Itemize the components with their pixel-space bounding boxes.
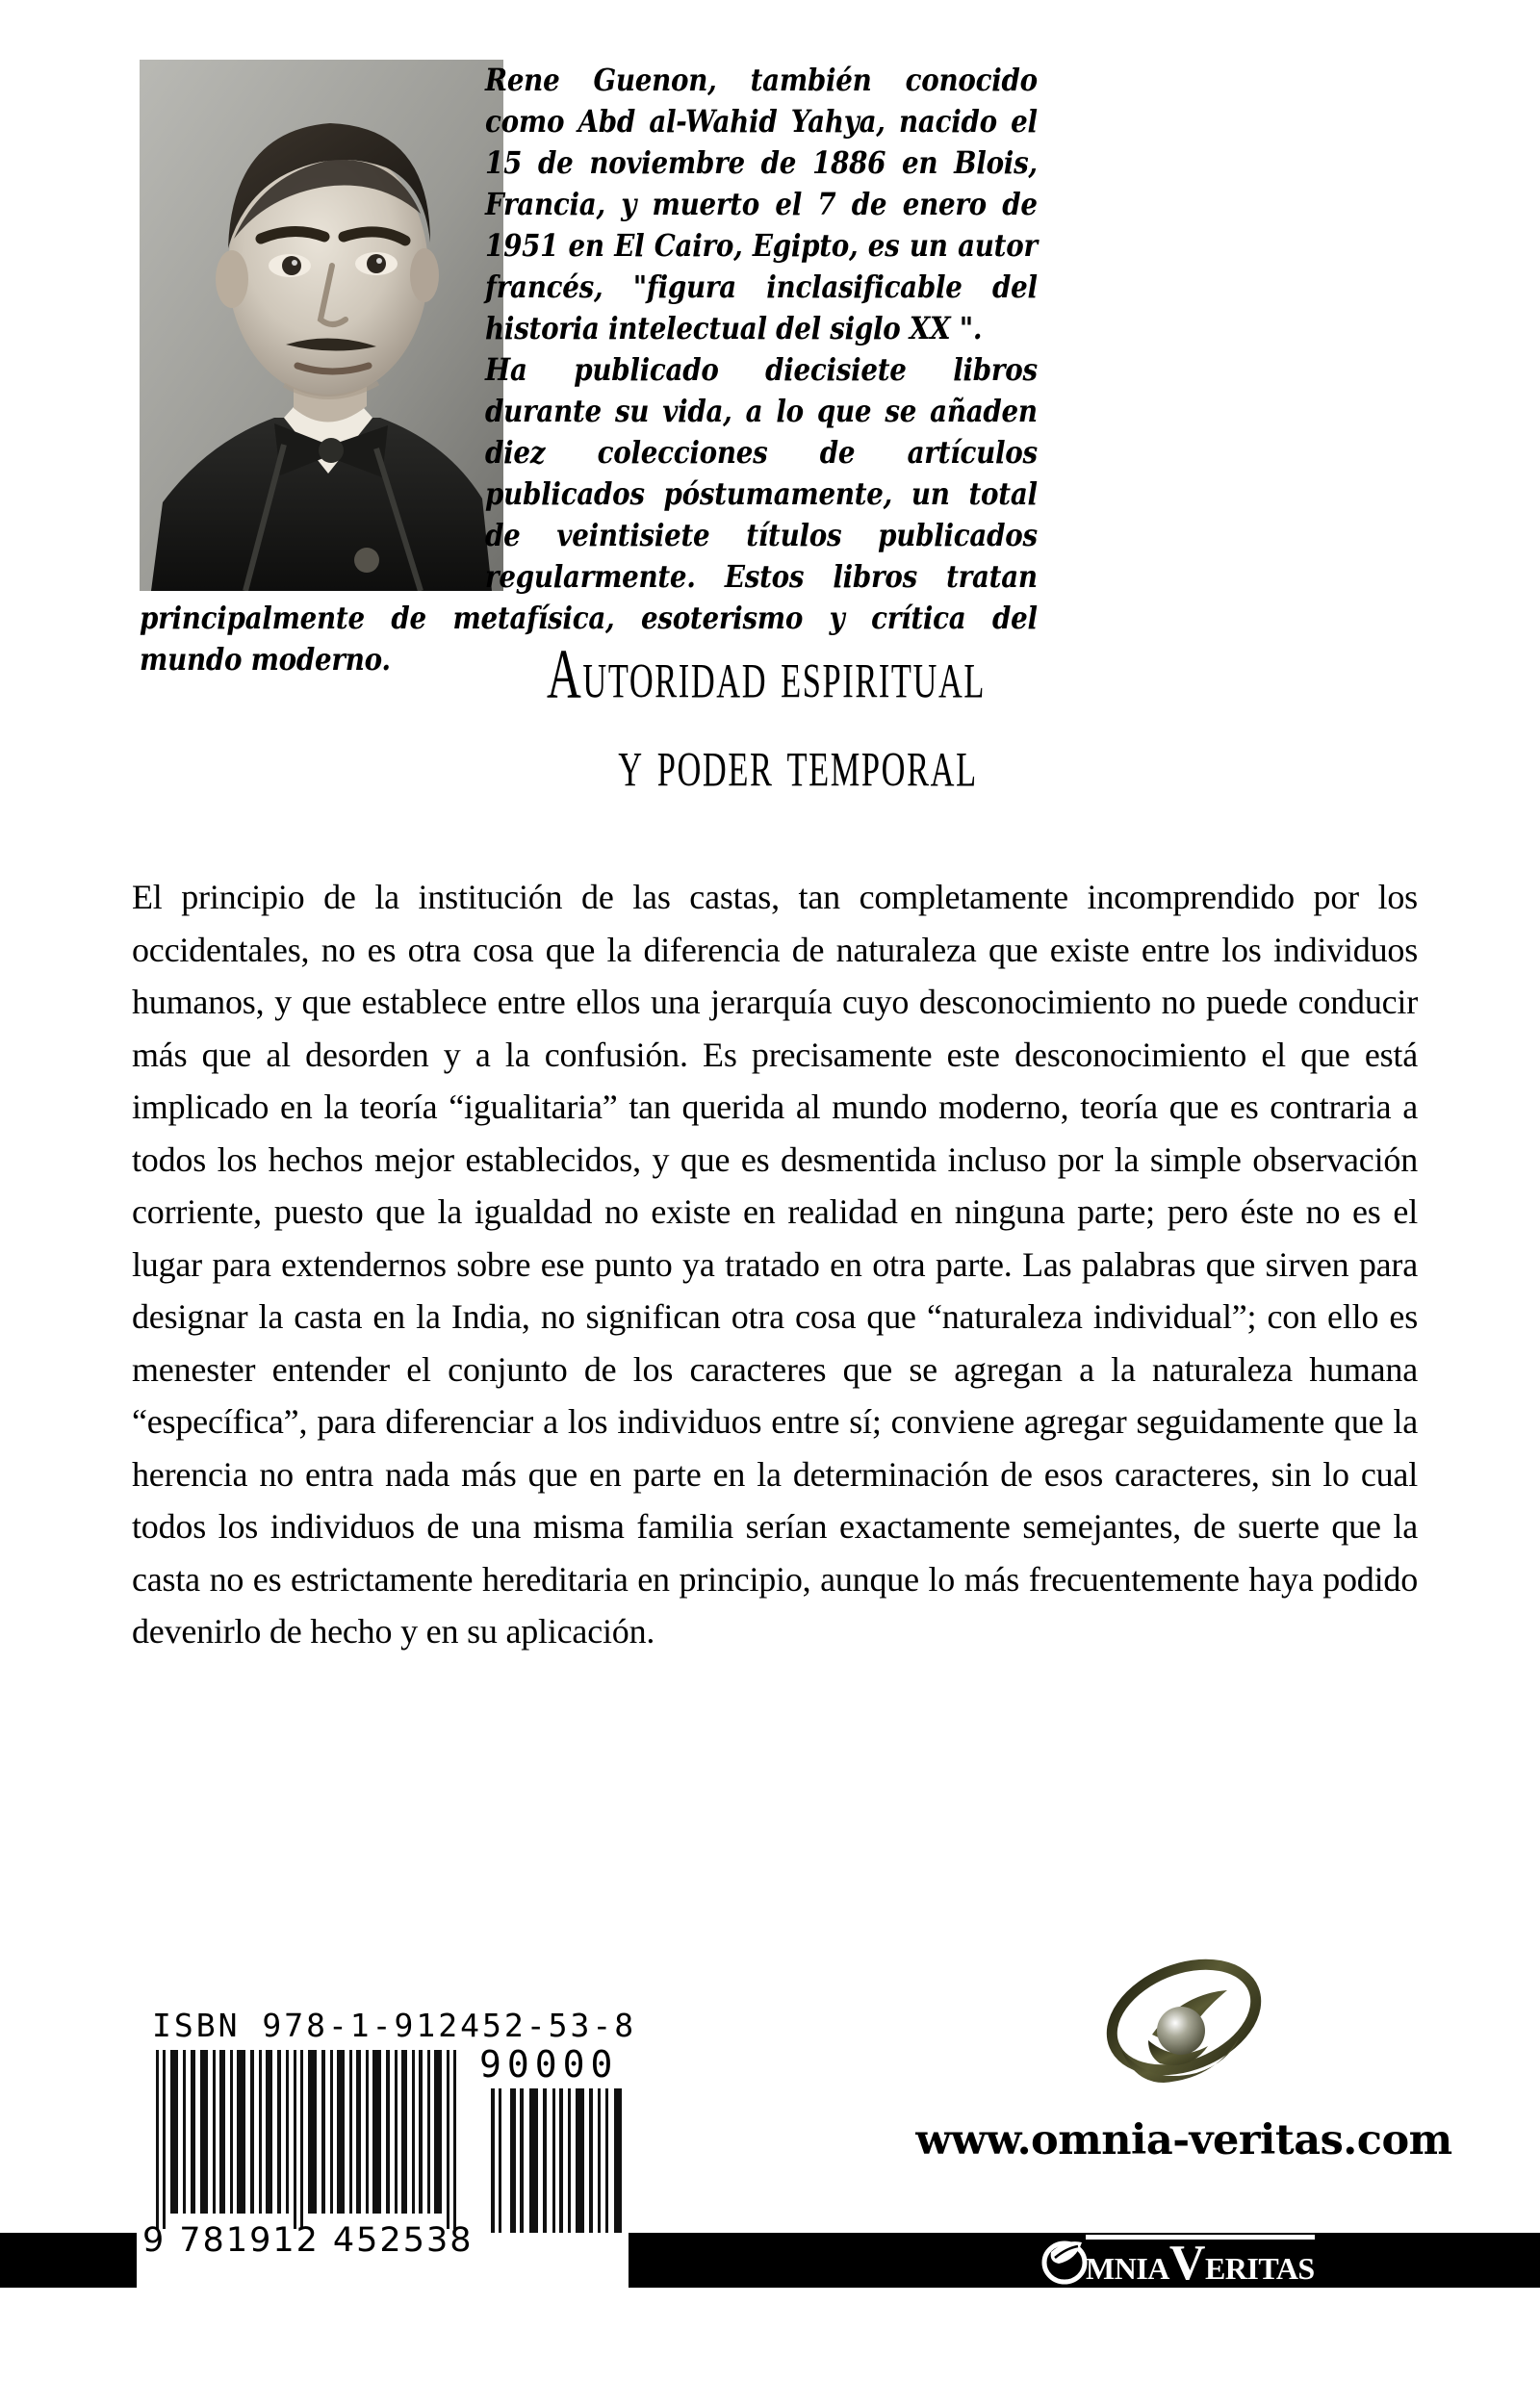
book-title [0, 630, 1540, 807]
barcode-digit-lead: 9 [142, 2221, 167, 2260]
isbn-barcode-area [135, 2007, 637, 2260]
isbn-addon-label: 90000 [479, 2043, 619, 2086]
omnia-o-leaf-icon [1040, 2237, 1090, 2285]
book-excerpt [132, 871, 1418, 1658]
barcode-digits [142, 2221, 474, 2260]
author-bio-paragraph-1: Rene Guenon, también conocido como Abd al-Wahid Yahya, nacido el 15 de noviembre de 1886 en Blois, Francia, y muerto el 7 de enero de 1951 en El Cairo, Egipto, es un autor francés, "figura inclasificable del historia intelectual del siglo XX ". [485, 63, 1038, 346]
barcode-row [135, 2050, 635, 2260]
wordmark-v: V [1168, 2235, 1205, 2291]
wordmark-omnia: mnia [1086, 2240, 1169, 2289]
book-title-line-1: Autoridad espiritual [546, 635, 987, 714]
publisher-website[interactable]: www.omnia-veritas.com [915, 2116, 1452, 2164]
omnia-veritas-eye-icon [1092, 1934, 1275, 2108]
author-bio-paragraph-2: Ha publicado diecisiete libros durante su vida, a lo que se añaden diez colecciones de artículos publicados póstumamente, un total de veintisiete títulos publicados regularmente. Estos libros tratan principalmente de metafísica, esoterismo y crítica del mundo moderno. [140, 352, 1038, 678]
book-title-line-2: y poder temporal [618, 724, 978, 803]
wordmark-veritas: eritas [1204, 2240, 1315, 2289]
isbn-label: ISBN 978-1-912452-53-8 [152, 2007, 637, 2044]
footer-band-left [0, 2233, 137, 2288]
book-excerpt-paragraph: El principio de la institución de las castas, tan completamente incomprendido por los occidentales, no es otra cosa que la diferencia de naturaleza que existe entre los individuos humanos, y que establece entre ellos una jerarquía cuyo desconocimiento no puede conducir más que al desorden y a la confusión. Es precisamente este desconocimiento el que está implicado en la teoría “igualitaria” tan querida al mundo moderno, teoría que es contraria a todos los hechos mejor establecidos, y que es desmentida incluso por la simple observación corriente, puesto que la igualdad no existe en realidad en ninguna parte; pero éste no es el lugar para extendernos sobre ese punto ya tratado en otra parte. Las palabras que sirven para designar la casta en la India, no significan otra cosa que “naturaleza individual”; con ello es menester entender el conjunto de los caracteres que se agregan a la naturaleza humana “específica”, para diferenciar a los individuos entre sí; conviene agregar seguidamente que la herencia no entra nada más que en parte en la determinación de esos caracteres, sin lo cual todos los individuos de una misma familia serían exactamente semejantes, de suerte que la casta no es estrictamente hereditaria en principio, aunque lo más frecuentemente haya podido devenirlo de hecho y en su aplicación. [132, 878, 1418, 1651]
publisher-wordmark [1040, 2235, 1315, 2291]
author-bio [140, 60, 1038, 680]
barcode-digit-group-2: 452538 [332, 2221, 474, 2260]
ean5-addon-barcode [489, 2088, 635, 2233]
publisher-block [914, 1934, 1453, 2164]
ean13-barcode [154, 2050, 481, 2229]
barcode-digit-group-1: 781912 [179, 2221, 320, 2260]
publisher-wordmark-text [1086, 2235, 1315, 2291]
